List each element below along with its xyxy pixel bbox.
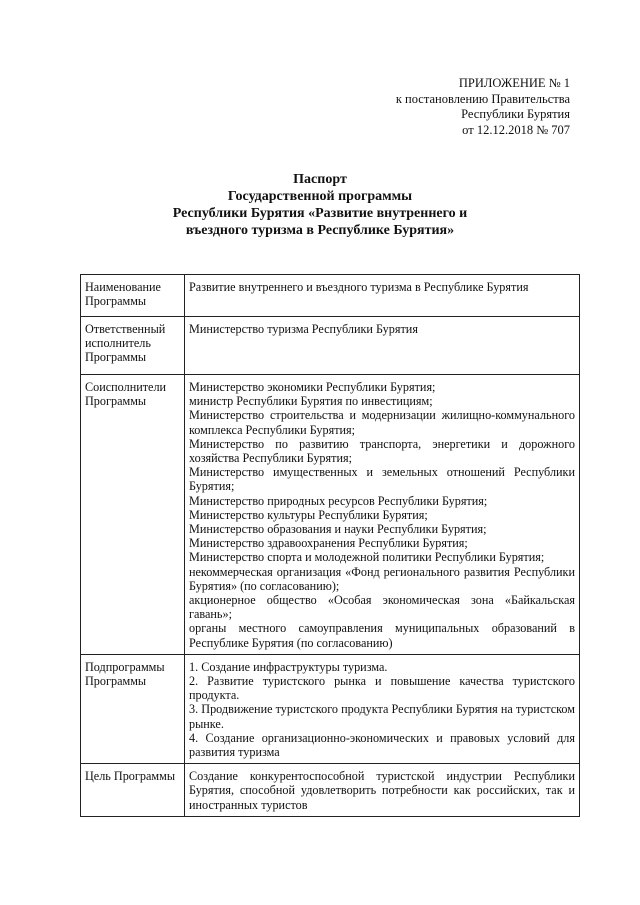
table-row-name [81, 275, 580, 317]
coexecutor-item: Министерство здравоохранения Республики Бурятия; [189, 536, 468, 551]
label-text: Программы [85, 674, 147, 689]
value-cell [185, 275, 580, 317]
label-cell [81, 275, 185, 317]
coexecutor-item: Министерство строительства и модернизации жилищно-коммунального комплекса Республики Бурятия; [189, 408, 575, 437]
document-title [0, 171, 640, 239]
title-line: Республики Бурятия «Развитие внутреннего и [172, 206, 468, 221]
coexecutor-item: министр Республики Бурятия по инвестициям; [189, 394, 433, 409]
appendix-line: Республики Бурятия [461, 107, 570, 121]
label-text: Подпрограммы [85, 659, 165, 674]
label-cell [81, 375, 185, 655]
coexecutor-item: Министерство образования и науки Республики Бурятия; [189, 522, 487, 537]
label-text: Соисполнители [85, 380, 167, 394]
label-cell [81, 764, 185, 817]
appendix-line: к постановлению Правительства [395, 91, 570, 106]
coexecutor-item: Министерство природных ресурсов Республики Бурятия; [189, 493, 488, 508]
table-row-subprograms [81, 654, 580, 763]
label-text: Программы [85, 394, 147, 409]
value-cell [185, 764, 580, 817]
subprogram-item: 3. Продвижение туристского продукта Республики Бурятия на туристском рынке. [189, 702, 575, 731]
passport-table [80, 274, 580, 817]
table-row-goal [81, 764, 580, 817]
label-text: Наименование [85, 280, 161, 294]
appendix-date-number: от 12.12.2018 № 707 [462, 122, 570, 137]
coexecutor-item: Министерство культуры Республики Бурятия; [189, 507, 428, 522]
coexecutor-item: Министерство экономики Республики Бурятия; [189, 380, 436, 394]
value-cell [185, 654, 580, 763]
title-line: въездного туризма в Республике Бурятия» [185, 223, 455, 238]
label-cell [81, 654, 185, 763]
label-cell [81, 317, 185, 375]
subprogram-item: 2. Развитие туристского рынка и повышение качества туристского продукта. [189, 674, 575, 703]
appendix-heading: ПРИЛОЖЕНИЕ № 1 [458, 76, 570, 90]
label-text: Программы [85, 294, 147, 309]
label-text: исполнитель [85, 336, 151, 351]
label-text: Ответственный [85, 322, 166, 336]
subprogram-item: 1. Создание инфраструктуры туризма. [189, 659, 388, 674]
value-cell [185, 317, 580, 375]
goal-value: Создание конкурентоспособной туристской индустрии Республики Бурятия, способной удовлетворить потребности как российских, так и иностранных туристов [189, 769, 575, 812]
responsible-value: Министерство туризма Республики Бурятия [189, 322, 418, 336]
title-line: Государственной программы [227, 189, 413, 204]
appendix-block [310, 76, 570, 138]
label-text: Программы [85, 350, 147, 365]
coexecutor-item: Министерство по развитию транспорта, энергетики и дорожного хозяйства Республики Бурятия; [189, 436, 575, 466]
coexecutor-item: некоммерческая организация «Фонд регионального развития Республики Бурятия» (по согласованию); [189, 564, 575, 593]
subprogram-item: 4. Создание организационно-экономических и правовых условий для развития туризма [189, 730, 575, 760]
table-row-coexecutors [81, 375, 580, 655]
label-text: Цель Программы [85, 769, 176, 784]
value-cell [185, 375, 580, 655]
title-line: Паспорт [293, 172, 347, 187]
coexecutor-item: акционерное общество «Особая экономическая зона «Байкальская гавань»; [189, 593, 575, 622]
program-name-value: Развитие внутреннего и въездного туризма в Республике Бурятия [189, 280, 529, 294]
coexecutor-item: органы местного самоуправления муниципальных образований в Республике Бурятия (по согласованию) [189, 621, 575, 650]
coexecutor-item: Министерство имущественных и земельных отношений Республики Бурятия; [189, 465, 575, 494]
coexecutor-item: Министерство спорта и молодежной политики Республики Бурятия; [189, 550, 545, 565]
table-row-responsible [81, 317, 580, 375]
